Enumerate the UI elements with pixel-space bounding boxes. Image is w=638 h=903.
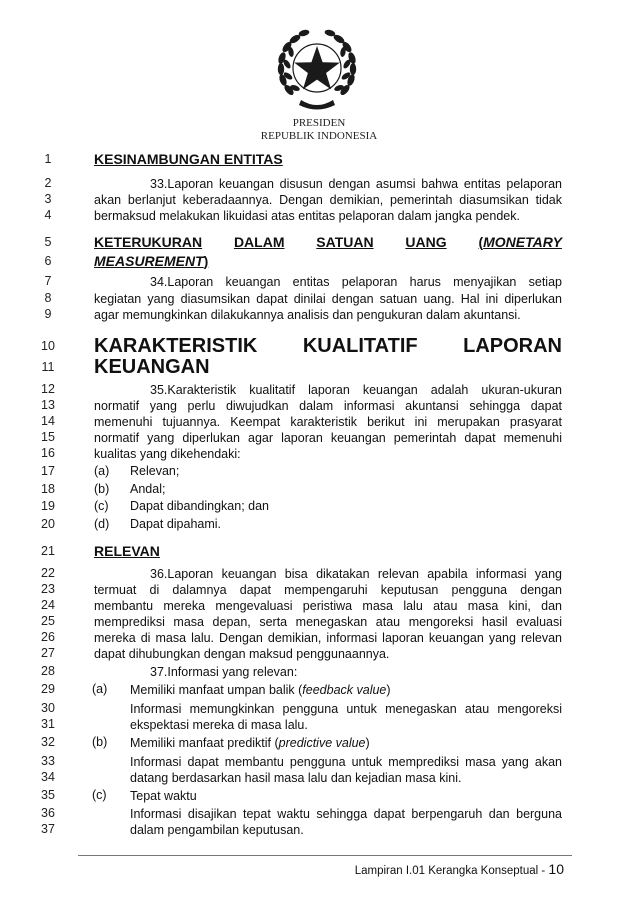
paragraph-line: memenuhi tujuannya. Keempat karakteristik berikut ini merupakan prasyarat	[94, 415, 562, 429]
item-label: (a)	[92, 682, 108, 696]
heading-word: UANG	[405, 234, 447, 250]
line-number: 23	[41, 582, 55, 596]
line-number: 14	[41, 414, 55, 428]
line-number: 34	[41, 770, 55, 784]
paragraph-line: membantu mereka mengevaluasi peristiwa masa lalu atau masa kini, dan	[94, 599, 562, 613]
heading-italic: MONETARY	[483, 234, 562, 250]
line-number: 37	[41, 822, 55, 836]
paragraph-line: 37.Informasi yang relevan:	[150, 665, 298, 679]
line-number: 8	[44, 291, 52, 305]
line-number: 35	[41, 788, 55, 802]
line-number: 28	[41, 664, 55, 678]
heading-word: SATUAN	[316, 234, 374, 250]
heading-word: DALAM	[233, 234, 285, 250]
item-desc-line: ekspektasi mereka di masa lalu.	[130, 718, 308, 732]
paragraph-line: termuat di dalamnya dapat mempengaruhi keputusan pengguna dengan	[94, 583, 562, 597]
line-number: 18	[41, 482, 55, 496]
heading-relevan: RELEVAN	[94, 543, 160, 559]
list-label: (b)	[94, 482, 110, 496]
line-number: 29	[41, 682, 55, 696]
line-number: 36	[41, 806, 55, 820]
line-number: 21	[41, 544, 55, 558]
item-desc-line: Informasi disajikan tepat waktu sehingga dapat berpengaruh dan berguna	[130, 807, 562, 821]
header-republic: REPUBLIK INDONESIA	[260, 130, 378, 142]
line-number: 13	[41, 398, 55, 412]
item-label: (c)	[92, 788, 107, 802]
footer-divider	[78, 855, 572, 856]
item-desc-line: dalam pengambilan keputusan.	[130, 823, 304, 837]
item-title	[130, 788, 562, 804]
paragraph-line: agar memungkinkan dilakukannya analisis dan pengukuran dalam akuntansi.	[94, 308, 521, 322]
line-number: 26	[41, 630, 55, 644]
heading-word: KARAKTERISTIK	[94, 335, 258, 357]
heading-word: KUALITATIF	[302, 335, 418, 357]
line-number: 20	[41, 517, 55, 531]
line-number: 25	[41, 614, 55, 628]
item-title	[130, 682, 562, 698]
item-title-italic: feedback value	[302, 683, 387, 697]
line-number: 22	[41, 566, 55, 580]
line-number: 9	[44, 307, 52, 321]
item-label: (b)	[92, 735, 108, 749]
page-number: 10	[548, 861, 564, 877]
heading-italic: MEASUREMENT	[94, 253, 204, 269]
garuda-star-emblem-icon	[273, 26, 361, 112]
paren: )	[203, 253, 209, 269]
paragraph-line: kegiatan yang diasumsikan dapat dinilai dengan satuan uang. Hal ini diperlukan	[94, 292, 562, 306]
line-number: 1	[44, 152, 52, 166]
line-number: 30	[41, 701, 55, 715]
list-label: (a)	[94, 464, 110, 478]
line-number: 3	[44, 192, 52, 206]
paragraph-line: 33.Laporan keuangan disusun dengan asumsi bahwa entitas pelaporan	[150, 177, 562, 191]
paragraph-line: mereka di masa lalu. Dengan demikian, informasi laporan keuangan yang relevan	[94, 631, 562, 645]
item-title-text: )	[386, 683, 391, 697]
list-text: Dapat dipahami.	[130, 517, 222, 531]
line-number: 33	[41, 754, 55, 768]
line-number: 24	[41, 598, 55, 612]
line-number: 32	[41, 735, 55, 749]
paragraph-line: akan berlanjut keberadaannya. Dengan demikian, pemerintah diasumsikan tidak	[94, 193, 562, 207]
paragraph-line: 34.Laporan keuangan entitas pelaporan harus menyajikan setiap	[150, 275, 562, 289]
item-title-text: Memiliki manfaat umpan balik (	[130, 683, 303, 697]
line-number: 27	[41, 646, 55, 660]
line-number: 15	[41, 430, 55, 444]
list-text: Relevan;	[130, 464, 180, 478]
line-number: 4	[44, 208, 52, 222]
heading-word-monetary	[478, 234, 562, 250]
list-text: Andal;	[130, 482, 166, 496]
item-desc-line: datang berdasarkan hasil masa lalu dan kejadian masa kini.	[130, 771, 462, 785]
list-label: (d)	[94, 517, 110, 531]
item-title-text: )	[365, 736, 370, 750]
line-number: 17	[41, 464, 55, 478]
heading-keterukuran	[94, 234, 562, 250]
footer-text: Lampiran I.01 Kerangka Konseptual -	[354, 865, 549, 877]
paragraph-line: 36.Laporan keuangan bisa dikatakan relevan apabila informasi yang	[150, 567, 562, 581]
item-desc-line: Informasi dapat membantu pengguna untuk memprediksi masa yang akan	[130, 755, 562, 769]
paragraph-line: bermaksud melakukan likuidasi atas entitas pelaporan dalam jangka pendek.	[94, 209, 520, 223]
heading-keterukuran-line2	[94, 253, 562, 269]
line-number: 19	[41, 499, 55, 513]
item-title-text: Tepat waktu	[130, 789, 197, 803]
line-number: 6	[44, 254, 52, 268]
line-number: 2	[44, 176, 52, 190]
paragraph-line: normatif yang diperlukan agar laporan keuangan pemerintah dapat memenuhi	[94, 431, 562, 445]
paragraph-line: 35.Karakteristik kualitatif laporan keuangan adalah ukuran-ukuran	[150, 383, 562, 397]
heading-word: LAPORAN	[463, 335, 562, 357]
heading-word: KETERUKURAN	[94, 234, 203, 250]
paragraph-line: kualitas yang dikehendaki:	[94, 447, 241, 461]
line-number: 5	[44, 235, 52, 249]
line-number: 12	[41, 382, 55, 396]
item-title-italic: predictive value	[278, 736, 366, 750]
item-desc-line: Informasi memungkinkan pengguna untuk menegaskan atau mengoreksi	[130, 702, 562, 716]
heading-karakteristik-line2: KEUANGAN	[94, 356, 210, 378]
item-title	[130, 735, 562, 751]
header-president: PRESIDEN	[292, 117, 346, 129]
heading-kesinambungan-entitas: KESINAMBUNGAN ENTITAS	[94, 151, 283, 167]
page-footer	[355, 861, 564, 877]
paragraph-line: dapat dihubungkan dengan maksud penggunaannya.	[94, 647, 390, 661]
list-label: (c)	[94, 499, 109, 513]
item-title-text: Memiliki manfaat prediktif (	[130, 736, 279, 750]
line-number: 11	[41, 360, 55, 374]
line-number: 31	[41, 717, 55, 731]
line-number: 10	[41, 339, 55, 353]
list-text: Dapat dibandingkan; dan	[130, 499, 270, 513]
line-number: 16	[41, 446, 55, 460]
paragraph-line: memprediksi masa depan, serta menegaskan atau mengoreksi hasil evaluasi	[94, 615, 562, 629]
paren: (	[478, 234, 484, 250]
line-number: 7	[44, 274, 52, 288]
paragraph-line: normatif yang perlu diwujudkan dalam informasi akuntansi sehingga dapat	[94, 399, 562, 413]
